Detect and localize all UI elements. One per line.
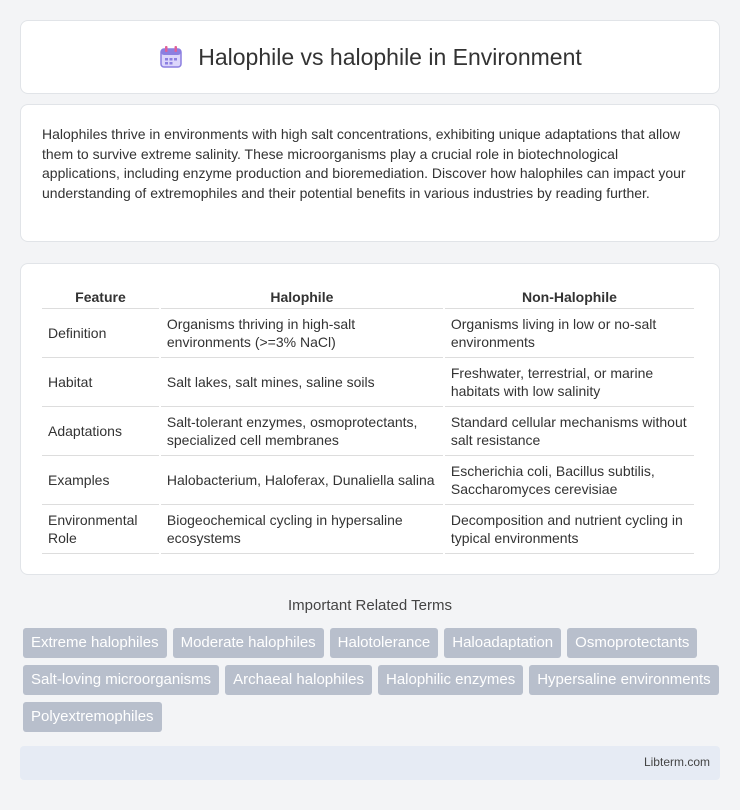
related-term-tag[interactable]: Halophilic enzymes [378,665,523,695]
table-row [42,407,694,456]
related-term-tag[interactable]: Halotolerance [330,628,439,658]
intro-card [20,104,720,242]
header-card [20,20,720,94]
related-term-tag[interactable]: Osmoprotectants [567,628,697,658]
cell-non-halophile: Escherichia coli, Bacillus subtilis, Saccharomyces cerevisiae [445,456,694,505]
comparison-table-card [20,263,720,575]
calendar-icon [158,44,184,70]
related-terms-title: Important Related Terms [288,597,452,614]
footer [20,746,720,780]
related-terms-list [23,628,723,732]
related-term-tag[interactable]: Archaeal halophiles [225,665,372,695]
table-row [42,505,694,554]
header-feature: Feature [42,284,159,309]
cell-halophile: Salt-tolerant enzymes, osmoprotectants, specialized cell membranes [161,407,443,456]
table-header-row [42,284,694,309]
cell-non-halophile: Freshwater, terrestrial, or marine habitats with low salinity [445,358,694,407]
comparison-table [40,284,696,554]
cell-halophile: Salt lakes, salt mines, saline soils [161,358,443,407]
table-row [42,456,694,505]
footer-site-link[interactable]: Libterm.com [643,755,710,769]
table-row [42,358,694,407]
related-term-tag[interactable]: Salt-loving microorganisms [23,665,219,695]
cell-halophile: Halobacterium, Haloferax, Dunaliella salina [161,456,443,505]
page-title: Halophile vs halophile in Environment [198,43,582,70]
title-wrap [158,44,582,71]
related-term-tag[interactable]: Hypersaline environments [529,665,718,695]
header-halophile: Halophile [161,284,443,309]
cell-halophile: Organisms thriving in high-salt environments (>=3% NaCl) [161,309,443,358]
cell-feature: Definition [42,309,159,358]
cell-feature: Examples [42,456,159,505]
cell-feature: Environmental Role [42,505,159,554]
related-term-tag[interactable]: Extreme halophiles [23,628,167,658]
related-term-tag[interactable]: Haloadaptation [444,628,561,658]
cell-halophile: Biogeochemical cycling in hypersaline ecosystems [161,505,443,554]
header-non-halophile: Non-Halophile [445,284,694,309]
related-term-tag[interactable]: Polyextremophiles [23,702,162,732]
cell-non-halophile: Standard cellular mechanisms without salt resistance [445,407,694,456]
table-row [42,309,694,358]
related-term-tag[interactable]: Moderate halophiles [173,628,324,658]
cell-non-halophile: Organisms living in low or no-salt environments [445,309,694,358]
cell-non-halophile: Decomposition and nutrient cycling in typical environments [445,505,694,554]
intro-text: Halophiles thrive in environments with high salt concentrations, exhibiting unique adaptations that allow them to survive extreme salinity. These microorganisms play a crucial role in biotechnological applications, including enzyme production and bioremediation. Discover how halophiles can impact your understanding of extremophiles and their potential benefits in various industries by reading further. [42,126,686,201]
cell-feature: Adaptations [42,407,159,456]
cell-feature: Habitat [42,358,159,407]
